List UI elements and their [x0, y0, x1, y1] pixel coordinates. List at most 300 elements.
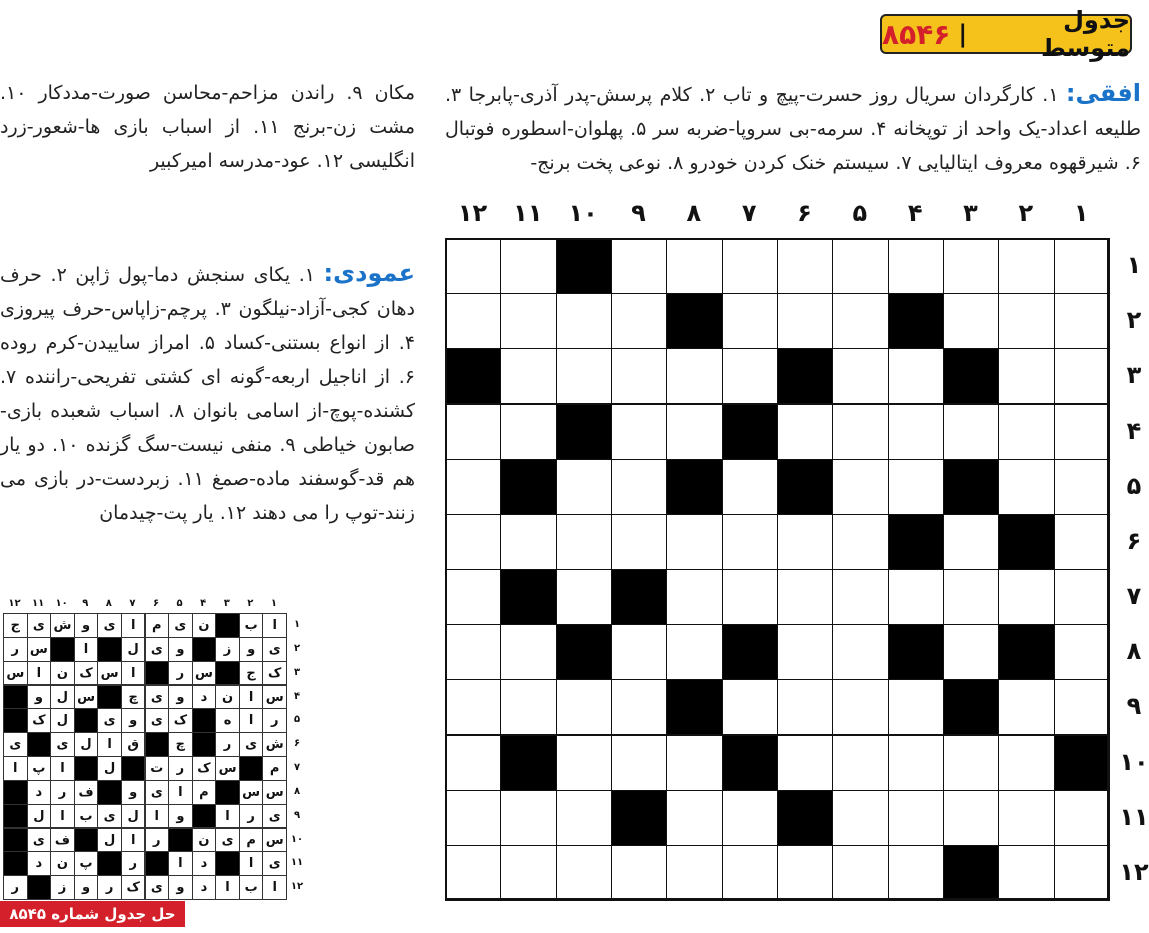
solution-letter-cell: ی — [145, 875, 170, 900]
previous-solution-grid — [3, 613, 286, 899]
grid-row-label: ۱۲ — [1119, 857, 1149, 886]
grid-empty-cell[interactable] — [943, 790, 999, 846]
grid-black-cell — [556, 404, 612, 460]
solution-black-cell — [215, 613, 240, 638]
solution-black-cell — [145, 732, 170, 757]
grid-empty-cell[interactable] — [832, 735, 888, 791]
grid-empty-cell[interactable] — [611, 459, 667, 515]
grid-empty-cell[interactable] — [943, 624, 999, 680]
grid-column-label: ۵ — [852, 199, 868, 227]
grid-empty-cell[interactable] — [832, 514, 888, 570]
solution-letter-cell: ل — [27, 804, 52, 829]
solution-letter-cell: ق — [121, 732, 146, 757]
grid-empty-cell[interactable] — [611, 735, 667, 791]
grid-empty-cell[interactable] — [998, 404, 1054, 460]
solution-letter-cell: ج — [3, 613, 28, 638]
grid-empty-cell[interactable] — [722, 845, 778, 901]
solution-letter-cell: د — [192, 875, 217, 900]
grid-column-label: ۸ — [686, 199, 702, 227]
grid-black-cell — [500, 459, 556, 515]
grid-empty-cell[interactable] — [832, 404, 888, 460]
solution-letter-cell: ی — [239, 732, 264, 757]
grid-empty-cell[interactable] — [998, 348, 1054, 404]
down-clues — [0, 256, 415, 576]
solution-letter-cell: ش — [50, 613, 75, 638]
grid-empty-cell[interactable] — [722, 293, 778, 349]
grid-empty-cell[interactable] — [777, 679, 833, 735]
solution-black-cell — [168, 828, 193, 853]
solution-letter-cell: ل — [121, 804, 146, 829]
down-clue-text: ۱. یکای سنجش دما-پول ژاپن ۲. حرف دهان کجی-آزاد-نیلگون ۳. پرچم-زاپاس-حرف پیروزی ۴. از انواع بستنی-کساد ۵. امراز ساییدن-کرم روده ۶. از اناجیل اربعه-گونه ای کشتی تفریحی-راننده ۷. کشنده-پوچ-از اسامی بانوان ۸. اسباب شعبده بازی-صابون خیاطی ۹. منفی نیست-سگ گزنده ۱۰. دو یار هم قد-گوسفند ماده-صمغ ۱۱. زبردست-در بازی می زنند-توپ را می دهند ۱۲. یار پت-چیدمان — [0, 264, 416, 524]
solution-letter-cell: س — [3, 661, 28, 686]
grid-empty-cell[interactable] — [888, 679, 944, 735]
solution-letter-cell: د — [192, 685, 217, 710]
grid-empty-cell[interactable] — [832, 624, 888, 680]
solution-letter-cell: ن — [50, 851, 75, 876]
solution-letter-cell: و — [168, 804, 193, 829]
solution-letter-cell: ر — [168, 661, 193, 686]
grid-black-cell — [777, 790, 833, 846]
grid-empty-cell[interactable] — [832, 459, 888, 515]
grid-empty-cell[interactable] — [943, 735, 999, 791]
solution-letter-cell: ا — [50, 804, 75, 829]
grid-empty-cell[interactable] — [1054, 569, 1110, 625]
grid-empty-cell[interactable] — [888, 569, 944, 625]
solution-letter-cell: م — [192, 780, 217, 805]
grid-empty-cell[interactable] — [998, 569, 1054, 625]
grid-empty-cell[interactable] — [1054, 624, 1110, 680]
solution-black-cell — [74, 756, 99, 781]
grid-empty-cell[interactable] — [666, 735, 722, 791]
solution-letter-cell: و — [168, 875, 193, 900]
grid-empty-cell[interactable] — [777, 404, 833, 460]
solution-black-cell — [192, 637, 217, 662]
grid-column-label: ۱۰ — [568, 199, 598, 227]
solution-column-label: ۹ — [82, 598, 89, 609]
solution-letter-cell: و — [168, 637, 193, 662]
grid-empty-cell[interactable] — [611, 514, 667, 570]
grid-empty-cell[interactable] — [611, 404, 667, 460]
grid-row-label: ۱۱ — [1119, 802, 1149, 831]
grid-empty-cell[interactable] — [500, 404, 556, 460]
grid-empty-cell[interactable] — [722, 238, 778, 294]
grid-empty-cell[interactable] — [1054, 514, 1110, 570]
grid-empty-cell[interactable] — [777, 293, 833, 349]
solution-column-label: ۸ — [105, 598, 112, 609]
grid-empty-cell[interactable] — [445, 735, 501, 791]
solution-letter-cell: ی — [145, 780, 170, 805]
solution-letter-cell: ب — [239, 613, 264, 638]
grid-empty-cell[interactable] — [445, 238, 501, 294]
grid-empty-cell[interactable] — [832, 845, 888, 901]
solution-row-label: ۵ — [293, 714, 301, 726]
grid-empty-cell[interactable] — [500, 514, 556, 570]
grid-empty-cell[interactable] — [943, 514, 999, 570]
grid-black-cell — [722, 735, 778, 791]
solution-letter-cell: ر — [3, 875, 28, 900]
solution-letter-cell: ک — [27, 708, 52, 733]
grid-empty-cell[interactable] — [611, 624, 667, 680]
solution-letter-cell: و — [74, 875, 99, 900]
solution-column-label: ۷ — [129, 598, 136, 609]
grid-black-cell — [722, 404, 778, 460]
grid-empty-cell[interactable] — [832, 348, 888, 404]
solution-black-cell — [3, 708, 28, 733]
solution-black-cell — [50, 637, 75, 662]
solution-letter-cell: ب — [74, 804, 99, 829]
grid-empty-cell[interactable] — [777, 514, 833, 570]
solution-letter-cell: ر — [168, 756, 193, 781]
solution-column-label: ۳ — [223, 598, 230, 609]
grid-empty-cell[interactable] — [556, 459, 612, 515]
grid-empty-cell[interactable] — [500, 348, 556, 404]
grid-empty-cell[interactable] — [445, 790, 501, 846]
grid-empty-cell[interactable] — [556, 569, 612, 625]
solution-letter-cell: س — [239, 780, 264, 805]
solution-letter-cell: ل — [74, 732, 99, 757]
solution-black-cell — [97, 780, 122, 805]
grid-row-label: ۲ — [1126, 306, 1142, 335]
grid-empty-cell[interactable] — [500, 624, 556, 680]
grid-empty-cell[interactable] — [777, 735, 833, 791]
solution-letter-cell: ا — [239, 708, 264, 733]
grid-empty-cell[interactable] — [556, 679, 612, 735]
solution-row-label: ۹ — [293, 809, 301, 821]
solution-letter-cell: ن — [192, 613, 217, 638]
solution-letter-cell: ی — [145, 685, 170, 710]
grid-empty-cell[interactable] — [666, 624, 722, 680]
solution-black-cell — [215, 851, 240, 876]
grid-black-cell — [611, 790, 667, 846]
solution-letter-cell: ر — [97, 875, 122, 900]
solution-letter-cell: ر — [145, 828, 170, 853]
solution-column-label: ۱۱ — [31, 598, 45, 609]
solution-black-cell — [145, 661, 170, 686]
solution-column-label: ۱ — [270, 598, 277, 609]
solution-black-cell — [27, 732, 52, 757]
grid-empty-cell[interactable] — [832, 790, 888, 846]
grid-column-label: ۲ — [1018, 199, 1034, 227]
grid-column-label: ۱۲ — [457, 199, 488, 227]
across-clue-text-2: مکان ۹. راندن مزاحم-محاسن صورت-مددکار ۱۰. مشت زن-برنج ۱۱. از اسباب بازی ها-شعور-زرد انگلیسی ۱۲. عود-مدرسه امیرکبیر — [0, 82, 416, 172]
solution-letter-cell: ل — [50, 708, 75, 733]
solution-letter-cell: ل — [97, 756, 122, 781]
grid-column-labels — [445, 198, 1109, 228]
grid-empty-cell[interactable] — [1054, 679, 1110, 735]
grid-empty-cell[interactable] — [1054, 790, 1110, 846]
solution-black-cell — [192, 732, 217, 757]
grid-empty-cell[interactable] — [445, 569, 501, 625]
grid-empty-cell[interactable] — [998, 238, 1054, 294]
grid-black-cell — [666, 293, 722, 349]
solution-letter-cell: ا — [215, 875, 240, 900]
grid-empty-cell[interactable] — [722, 569, 778, 625]
solution-letter-cell: ر — [50, 780, 75, 805]
grid-black-cell — [888, 624, 944, 680]
grid-empty-cell[interactable] — [943, 404, 999, 460]
solution-black-cell — [74, 708, 99, 733]
grid-black-cell — [888, 293, 944, 349]
grid-empty-cell[interactable] — [445, 404, 501, 460]
grid-empty-cell[interactable] — [722, 790, 778, 846]
grid-black-cell — [888, 514, 944, 570]
solution-letter-cell: ن — [192, 828, 217, 853]
solution-letter-cell: چ — [121, 685, 146, 710]
grid-black-cell — [556, 624, 612, 680]
grid-empty-cell[interactable] — [943, 293, 999, 349]
grid-empty-cell[interactable] — [888, 845, 944, 901]
grid-empty-cell[interactable] — [832, 238, 888, 294]
grid-black-cell — [722, 624, 778, 680]
solution-black-cell — [121, 756, 146, 781]
solution-letter-cell: و — [74, 613, 99, 638]
solution-letter-cell: ی — [50, 732, 75, 757]
solution-column-label: ۱۲ — [8, 598, 21, 609]
solution-black-cell — [97, 637, 122, 662]
solution-black-cell — [3, 851, 28, 876]
grid-empty-cell[interactable] — [777, 845, 833, 901]
solution-letter-cell: ک — [74, 661, 99, 686]
solution-letter-cell: ر — [215, 732, 240, 757]
grid-column-label: ۴ — [907, 199, 923, 227]
solution-letter-cell: ا — [3, 756, 28, 781]
grid-empty-cell[interactable] — [556, 293, 612, 349]
down-label: عمودی: — [323, 259, 415, 287]
grid-empty-cell[interactable] — [666, 845, 722, 901]
puzzle-title: جدول متوسط — [1040, 6, 1130, 62]
grid-column-label: ۹ — [631, 199, 646, 227]
solution-letter-cell: ی — [97, 708, 122, 733]
grid-empty-cell[interactable] — [998, 735, 1054, 791]
solution-letter-cell: م — [239, 828, 264, 853]
grid-empty-cell[interactable] — [777, 238, 833, 294]
solution-letter-cell: ی — [215, 828, 240, 853]
solution-row-label: ۷ — [293, 762, 301, 773]
across-label: افقی: — [1065, 79, 1142, 107]
grid-empty-cell[interactable] — [611, 845, 667, 901]
solution-letter-cell: ب — [239, 875, 264, 900]
grid-row-label: ۸ — [1126, 637, 1142, 666]
solution-letter-cell: ا — [145, 804, 170, 829]
solution-letter-cell: ی — [3, 732, 28, 757]
solution-letter-cell: پ — [27, 756, 52, 781]
across-clue-text-1: ۱. کارگردان سریال روز حسرت-پیچ و تاب ۲. کلام پرسش-پدر آذری-پابرجا ۳. طلیعه اعداد-یک واحد از توپخانه ۴. سرمه-بی سروپا-ضربه سر ۵. پهلوان-اسطوره فوتبال ۶. شیرقهوه معروف ایتالیایی ۷. سیستم خنک کردن خودرو ۸. نوعی پخت برنج- — [445, 84, 1141, 174]
solution-letter-cell: ی — [97, 804, 122, 829]
solution-letter-cell: ا — [50, 756, 75, 781]
solution-black-cell — [74, 828, 99, 853]
solution-letter-cell: ی — [145, 708, 170, 733]
grid-black-cell — [943, 679, 999, 735]
solution-letter-cell: ا — [262, 875, 287, 900]
grid-empty-cell[interactable] — [777, 624, 833, 680]
solution-letter-cell: ا — [262, 613, 287, 638]
grid-empty-cell[interactable] — [832, 293, 888, 349]
solution-letter-cell: ا — [97, 732, 122, 757]
solution-row-label: ۲ — [293, 642, 301, 654]
grid-empty-cell[interactable] — [998, 845, 1054, 901]
grid-black-cell — [556, 238, 612, 294]
grid-column-label: ۷ — [741, 199, 757, 227]
solution-black-cell — [215, 780, 240, 805]
solution-letter-cell: ا — [74, 637, 99, 662]
solution-letter-cell: ت — [145, 756, 170, 781]
grid-empty-cell[interactable] — [556, 514, 612, 570]
solution-letter-cell: س — [262, 828, 287, 853]
grid-black-cell — [611, 569, 667, 625]
grid-black-cell — [1054, 735, 1110, 791]
grid-empty-cell[interactable] — [666, 348, 722, 404]
solution-black-cell — [192, 708, 217, 733]
grid-empty-cell[interactable] — [500, 679, 556, 735]
grid-empty-cell[interactable] — [888, 238, 944, 294]
grid-empty-cell[interactable] — [556, 348, 612, 404]
grid-row-label: ۳ — [1126, 361, 1142, 390]
solution-letter-cell: س — [97, 661, 122, 686]
grid-empty-cell[interactable] — [611, 293, 667, 349]
solution-letter-cell: و — [168, 685, 193, 710]
grid-empty-cell[interactable] — [666, 238, 722, 294]
grid-empty-cell[interactable] — [722, 514, 778, 570]
grid-empty-cell[interactable] — [998, 459, 1054, 515]
grid-empty-cell[interactable] — [556, 790, 612, 846]
grid-empty-cell[interactable] — [556, 845, 612, 901]
solution-letter-cell: ی — [262, 637, 287, 662]
solution-letter-cell: ی — [97, 613, 122, 638]
grid-black-cell — [998, 514, 1054, 570]
solution-black-cell — [97, 851, 122, 876]
solution-column-labels — [3, 598, 286, 610]
grid-empty-cell[interactable] — [888, 404, 944, 460]
solution-letter-cell: و — [239, 637, 264, 662]
grid-empty-cell[interactable] — [611, 238, 667, 294]
solution-black-cell — [3, 828, 28, 853]
grid-empty-cell[interactable] — [777, 569, 833, 625]
grid-empty-cell[interactable] — [666, 790, 722, 846]
solution-row-label: ۸ — [293, 785, 301, 797]
grid-empty-cell[interactable] — [666, 404, 722, 460]
grid-empty-cell[interactable] — [1054, 845, 1110, 901]
solution-black-cell — [3, 780, 28, 805]
solution-row-labels — [290, 613, 304, 899]
grid-row-label: ۱۰ — [1119, 747, 1149, 776]
grid-empty-cell[interactable] — [666, 514, 722, 570]
grid-empty-cell[interactable] — [1054, 404, 1110, 460]
grid-empty-cell[interactable] — [500, 845, 556, 901]
grid-empty-cell[interactable] — [556, 735, 612, 791]
grid-black-cell — [943, 459, 999, 515]
grid-empty-cell[interactable] — [445, 459, 501, 515]
grid-empty-cell[interactable] — [943, 569, 999, 625]
grid-empty-cell[interactable] — [832, 679, 888, 735]
puzzle-number: ۸۵۴۶ — [882, 17, 951, 51]
solution-letter-cell: ا — [121, 828, 146, 853]
solution-black-cell — [3, 804, 28, 829]
grid-row-label: ۹ — [1126, 692, 1142, 721]
solution-column-label: ۶ — [152, 598, 160, 609]
grid-black-cell — [445, 348, 501, 404]
grid-empty-cell[interactable] — [943, 238, 999, 294]
grid-empty-cell[interactable] — [832, 569, 888, 625]
solution-letter-cell: ک — [168, 708, 193, 733]
grid-row-label: ۷ — [1126, 582, 1142, 610]
solution-letter-cell: س — [74, 685, 99, 710]
grid-empty-cell[interactable] — [445, 845, 501, 901]
puzzle-title-badge — [880, 6, 1132, 62]
solution-black-cell — [192, 804, 217, 829]
solution-letter-cell: ک — [121, 875, 146, 900]
across-clues-part2 — [0, 76, 415, 186]
grid-black-cell — [943, 845, 999, 901]
grid-black-cell — [998, 624, 1054, 680]
solution-letter-cell: د — [192, 851, 217, 876]
solution-letter-cell: س — [262, 685, 287, 710]
solution-letter-cell: ی — [27, 828, 52, 853]
solution-letter-cell: ی — [145, 637, 170, 662]
grid-empty-cell[interactable] — [722, 348, 778, 404]
solution-black-cell — [239, 756, 264, 781]
across-clues-part1 — [445, 76, 1141, 186]
solution-letter-cell: ر — [262, 708, 287, 733]
solution-letter-cell: س — [27, 637, 52, 662]
grid-empty-cell[interactable] — [888, 790, 944, 846]
grid-row-labels — [1114, 238, 1149, 900]
solution-letter-cell: ر — [3, 637, 28, 662]
grid-empty-cell[interactable] — [888, 735, 944, 791]
grid-empty-cell[interactable] — [722, 459, 778, 515]
solution-letter-cell: ا — [27, 661, 52, 686]
grid-empty-cell[interactable] — [445, 514, 501, 570]
grid-black-cell — [777, 459, 833, 515]
grid-empty-cell[interactable] — [500, 790, 556, 846]
grid-empty-cell[interactable] — [666, 569, 722, 625]
grid-empty-cell[interactable] — [888, 459, 944, 515]
grid-empty-cell[interactable] — [1054, 293, 1110, 349]
grid-empty-cell[interactable] — [1054, 459, 1110, 515]
solution-letter-cell: ا — [239, 685, 264, 710]
solution-row-label: ۶ — [293, 738, 301, 750]
grid-empty-cell[interactable] — [998, 293, 1054, 349]
grid-black-cell — [943, 348, 999, 404]
grid-empty-cell[interactable] — [1054, 348, 1110, 404]
grid-empty-cell[interactable] — [500, 293, 556, 349]
grid-empty-cell[interactable] — [445, 293, 501, 349]
grid-empty-cell[interactable] — [500, 238, 556, 294]
grid-empty-cell[interactable] — [998, 679, 1054, 735]
solution-letter-cell: ا — [239, 851, 264, 876]
grid-column-label: ۶ — [797, 199, 812, 227]
solution-letter-cell: ک — [192, 756, 217, 781]
grid-empty-cell[interactable] — [888, 348, 944, 404]
solution-letter-cell: چ — [168, 732, 193, 757]
solution-letter-cell: ل — [97, 828, 122, 853]
solution-letter-cell: ف — [50, 828, 75, 853]
grid-empty-cell[interactable] — [611, 679, 667, 735]
grid-empty-cell[interactable] — [1054, 238, 1110, 294]
solution-column-label: ۴ — [200, 598, 207, 609]
solution-column-label: ۲ — [247, 598, 254, 609]
grid-empty-cell[interactable] — [445, 624, 501, 680]
solution-letter-cell: م — [262, 756, 287, 781]
solution-letter-cell: ر — [239, 804, 264, 829]
solution-letter-cell: پ — [74, 851, 99, 876]
grid-empty-cell[interactable] — [998, 790, 1054, 846]
grid-empty-cell[interactable] — [611, 348, 667, 404]
solution-letter-cell: و — [121, 780, 146, 805]
solution-letter-cell: و — [121, 708, 146, 733]
grid-empty-cell[interactable] — [722, 679, 778, 735]
grid-empty-cell[interactable] — [445, 679, 501, 735]
solution-letter-cell: م — [145, 613, 170, 638]
